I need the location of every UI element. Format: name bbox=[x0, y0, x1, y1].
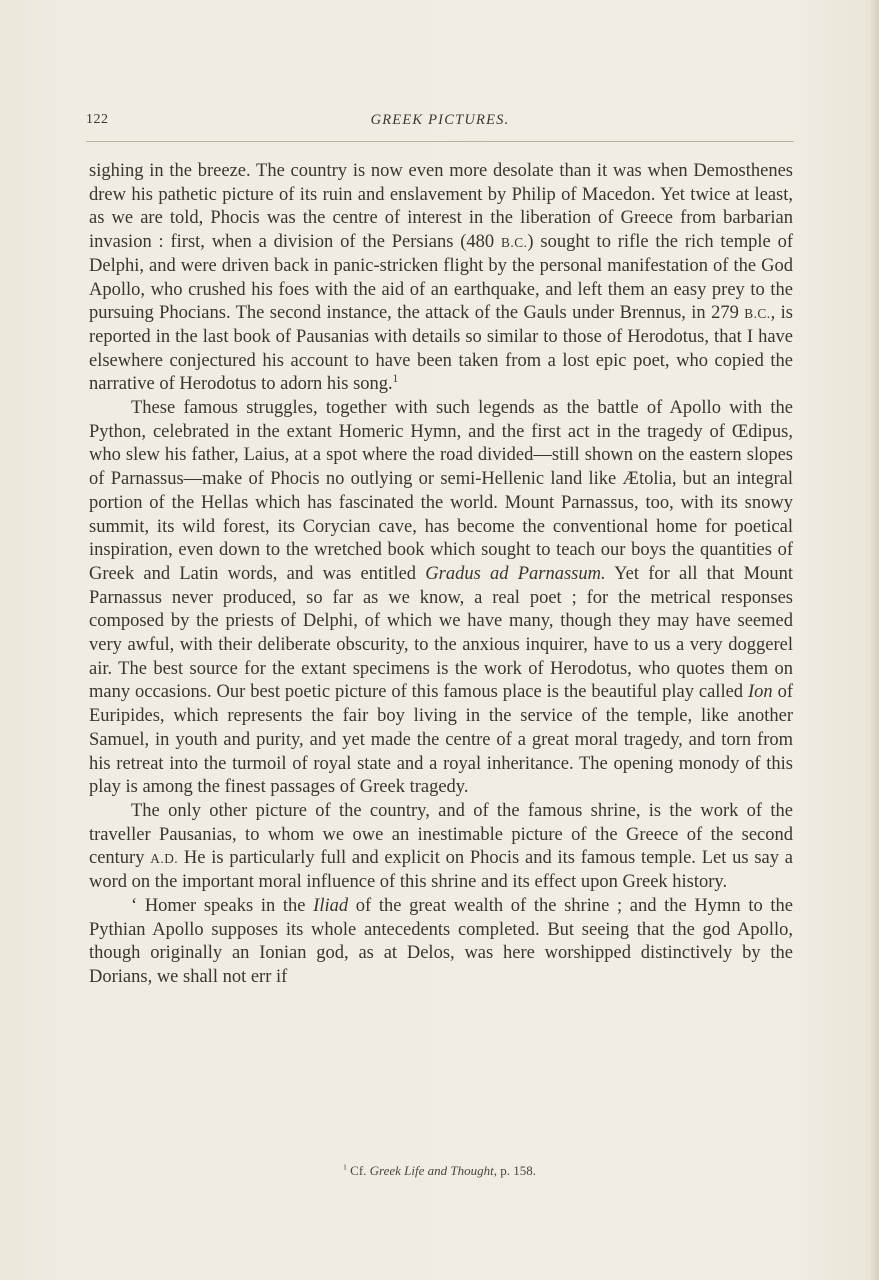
paragraph-4-text-b: of the great wealth of the shrine ; and the Hymn to the Pythian Apollo supposes its whole antecedents completed. But seeing that the god Apollo, though originally an Ionian god, as at Delos, was here worshipped distinctively by the Dorians, we shall not err if bbox=[89, 895, 793, 987]
running-title: GREEK PICTURES. bbox=[370, 112, 510, 128]
page-number: 122 bbox=[86, 112, 109, 127]
body-text bbox=[89, 160, 793, 990]
paragraph-1-text-b: ) sought to rifle the rich temple of Delphi, and were driven back in panic-stricken flight by the personal manifestation of the God Apollo, who crushed his foes with the aid of an earthquake, and left them an easy prey to the pursuing Phocians. The second instance, the attack of the Gauls under Brennus, in 279 bbox=[89, 232, 793, 324]
footnote-mark: 1 bbox=[343, 1162, 347, 1172]
running-head bbox=[86, 112, 794, 136]
era-abbrev: B.C. bbox=[500, 235, 528, 251]
paragraph-2-text-c: of Euripides, which represents the fair boy living in the service of the temple, like another Samuel, in youth and purity, and yet made the centre of a great moral tragedy, and torn from his retreat into the turmoil of royal state and a royal inheritance. The opening monody of this play is among the finest passages of Greek tragedy. bbox=[89, 682, 793, 798]
page-edge-shadow bbox=[869, 0, 879, 1280]
footnote-suffix: p. 158. bbox=[497, 1163, 536, 1178]
paragraph-3 bbox=[89, 800, 793, 895]
era-abbrev: A.D. bbox=[150, 851, 179, 867]
book-title-gradus: Gradus ad Parnassum. bbox=[425, 563, 606, 584]
paragraph-1 bbox=[89, 160, 793, 397]
footnote-reference[interactable]: 1 bbox=[392, 373, 399, 386]
paragraph-1-text-a: sighing in the breeze. The country is now even more desolate than it was when Demosthenes drew his pathetic picture of its ruin and enslavement by Philip of Macedon. Yet twice at least, as we are told, Phocis was the centre of interest in the liberation of Greece from barbarian invasion : first, when a division of the Persians (480 bbox=[89, 161, 793, 253]
era-abbrev: B.C. bbox=[744, 306, 771, 322]
paragraph-4-text-a: ‘ Homer speaks in the bbox=[131, 895, 314, 916]
paragraph-3-text-a: The only other picture of the country, and of the famous shrine, is the work of the traveller Pausanias, to whom we owe an inestimable picture of the Greece of the second century bbox=[89, 800, 793, 869]
paragraph-2 bbox=[89, 397, 793, 800]
work-title-iliad: Iliad bbox=[313, 895, 349, 916]
paragraph-4 bbox=[89, 895, 793, 990]
play-title-ion: Ion bbox=[747, 682, 773, 703]
paragraph-1-text-c: , is reported in the last book of Pausanias with details so similar to those of Herodotus, that I have elsewhere conjectured his account to have been taken from a lost epic poet, who copied the narrative of Herodotus to adorn his song. bbox=[89, 303, 793, 395]
paragraph-2-text-a: These famous struggles, together with such legends as the battle of Apollo with the Python, celebrated in the extant Homeric Hymn, and the first act in the tragedy of Œdipus, who slew his father, Laius, at a spot where the road divided—still shown on the eastern slopes of Parnassus—make of Phocis no outlying or semi-Hellenic land like Ætolia, but an integral portion of the Hellas which has fascinated the world. Mount Parnassus, too, with its snowy summit, its wild forest, its Corycian cave, has become the conventional home for poetical inspiration, even down to the wretched book which sought to teach our boys the quantities of Greek and Latin words, and was entitled bbox=[89, 398, 793, 584]
footnote-book-title: Greek Life and Thought, bbox=[369, 1163, 497, 1178]
footnote bbox=[0, 1163, 879, 1179]
header-rule bbox=[86, 141, 794, 142]
footnote-prefix: Cf. bbox=[346, 1163, 370, 1178]
paragraph-3-text-b: He is particularly full and explicit on Phocis and its famous temple. Let us say a word on the important moral influence of this shrine and its effect upon Greek history. bbox=[89, 848, 793, 893]
paragraph-2-text-b: Yet for all that Mount Parnassus never produced, so far as we know, a real poet ; for the metrical responses composed by the priests of Delphi, of which we have many, though they may have seemed very awful, with their deliberate obscurity, to the anxious inquirer, have to us a very doggerel air. The best source for the extant specimens is the work of Herodotus, who quotes them on many occasions. Our best poetic picture of this famous place is the beautiful play called bbox=[89, 563, 793, 703]
